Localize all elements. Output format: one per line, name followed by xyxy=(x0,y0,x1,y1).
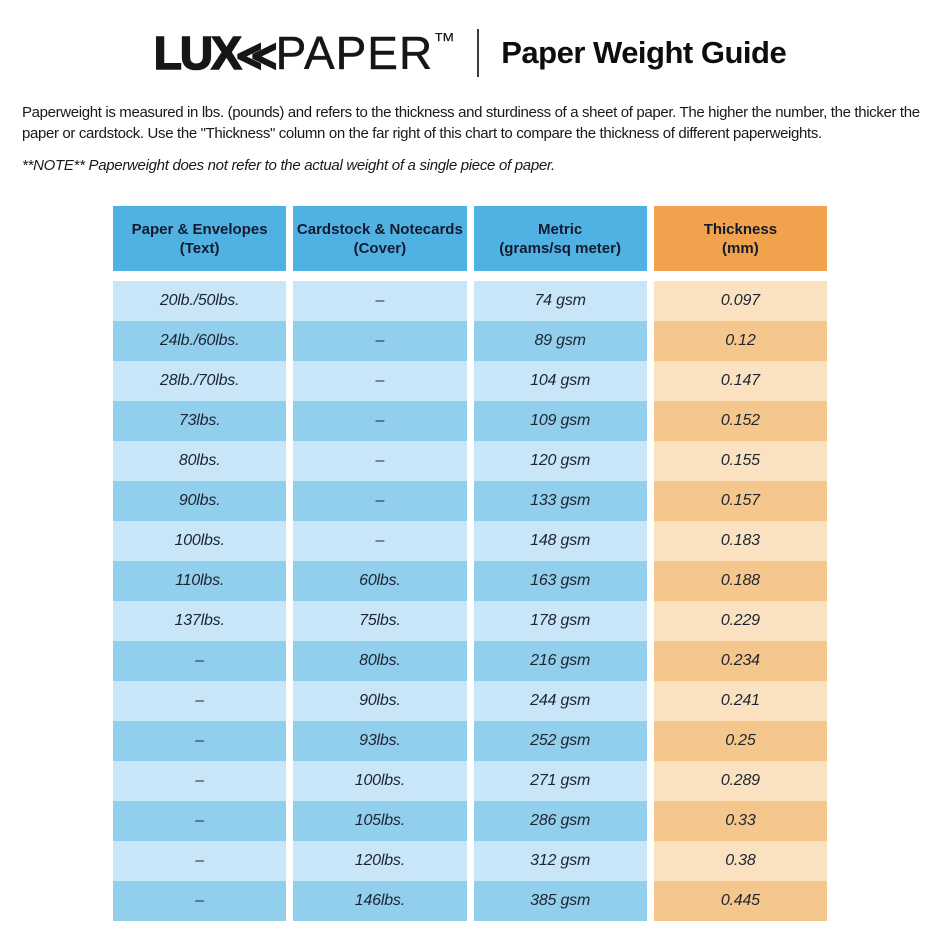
logo-lux-text: LUX xyxy=(153,27,240,79)
table-cell: 104 gsm xyxy=(474,361,647,401)
table-cell: 0.152 xyxy=(654,401,827,441)
table-cell: 252 gsm xyxy=(474,721,647,761)
table-cell: 110lbs. xyxy=(113,561,286,601)
table-cell: – xyxy=(113,641,286,681)
table-cell: 100lbs. xyxy=(113,521,286,561)
table-cell: – xyxy=(113,881,286,921)
table-cell: 0.12 xyxy=(654,321,827,361)
table-cell: 120 gsm xyxy=(474,441,647,481)
table-cell: 90lbs. xyxy=(113,481,286,521)
weight-table-body xyxy=(113,281,827,921)
table-cell: 312 gsm xyxy=(474,841,647,881)
header-line2: (grams/sq meter) xyxy=(499,239,621,257)
table-cell: 0.25 xyxy=(654,721,827,761)
table-cell: 0.157 xyxy=(654,481,827,521)
table-cell: 80lbs. xyxy=(113,441,286,481)
table-cell: – xyxy=(293,281,466,321)
table-cell: 0.234 xyxy=(654,641,827,681)
table-cell: 89 gsm xyxy=(474,321,647,361)
header-line2: (mm) xyxy=(722,239,759,257)
table-cell: – xyxy=(293,321,466,361)
table-cell: – xyxy=(113,801,286,841)
header-line1: Paper & Envelopes xyxy=(131,220,268,238)
header-divider xyxy=(477,29,479,77)
table-cell: – xyxy=(293,521,466,561)
page-title: Paper Weight Guide xyxy=(501,35,787,70)
table-cell: 178 gsm xyxy=(474,601,647,641)
logo-chevrons-icon: ≪ xyxy=(235,34,274,78)
header-paper-envelopes xyxy=(113,206,286,271)
header-cardstock-notecards xyxy=(293,206,466,271)
table-cell: 28lb./70lbs. xyxy=(113,361,286,401)
table-cell: – xyxy=(293,441,466,481)
table-cell: 0.38 xyxy=(654,841,827,881)
table-cell: 244 gsm xyxy=(474,681,647,721)
table-cell: 0.289 xyxy=(654,761,827,801)
table-cell: 120lbs. xyxy=(293,841,466,881)
table-cell: 60lbs. xyxy=(293,561,466,601)
table-cell: – xyxy=(113,761,286,801)
table-cell: 0.33 xyxy=(654,801,827,841)
table-cell: 0.155 xyxy=(654,441,827,481)
table-cell: – xyxy=(113,841,286,881)
note-text: **NOTE** Paperweight does not refer to the actual weight of a single piece of paper. xyxy=(22,157,555,174)
table-cell: – xyxy=(113,721,286,761)
table-cell: 271 gsm xyxy=(474,761,647,801)
table-cell: 385 gsm xyxy=(474,881,647,921)
table-header-row xyxy=(113,206,827,271)
trademark-symbol: ™ xyxy=(433,28,456,53)
table-cell: – xyxy=(293,481,466,521)
table-cell: 0.241 xyxy=(654,681,827,721)
table-cell: 105lbs. xyxy=(293,801,466,841)
table-cell: 90lbs. xyxy=(293,681,466,721)
header-metric xyxy=(474,206,647,271)
intro-paragraph: Paperweight is measured in lbs. (pounds) and refers to the thickness and sturdiness of a sheet of paper. The higher the number, the thicker the paper or cardstock. Use the "Thickness" column on the far right of this chart to compare the thickness of different paperweights. xyxy=(22,104,920,142)
brand-header xyxy=(0,0,940,84)
header-line1: Cardstock & Notecards xyxy=(296,220,463,238)
table-cell: 0.229 xyxy=(654,601,827,641)
lux-paper-logo xyxy=(154,26,455,80)
table-cell: 93lbs. xyxy=(293,721,466,761)
header-line2: (Cover) xyxy=(353,239,407,257)
header-line1: Thickness xyxy=(703,220,778,238)
table-cell: 148 gsm xyxy=(474,521,647,561)
table-cell: 109 gsm xyxy=(474,401,647,441)
table-cell: – xyxy=(293,401,466,441)
table-cell: 73lbs. xyxy=(113,401,286,441)
table-cell: 80lbs. xyxy=(293,641,466,681)
table-cell: 0.097 xyxy=(654,281,827,321)
table-cell: – xyxy=(113,681,286,721)
table-cell: 137lbs. xyxy=(113,601,286,641)
logo-paper-text: PAPER xyxy=(275,27,434,79)
table-cell: 216 gsm xyxy=(474,641,647,681)
header-thickness xyxy=(654,206,827,271)
table-cell: 146lbs. xyxy=(293,881,466,921)
header-line2: (Text) xyxy=(179,239,220,257)
table-cell: 20lb./50lbs. xyxy=(113,281,286,321)
table-cell: 74 gsm xyxy=(474,281,647,321)
header-line1: Metric xyxy=(538,220,583,238)
table-cell: 133 gsm xyxy=(474,481,647,521)
paper-weight-table xyxy=(113,206,827,921)
table-cell: 0.445 xyxy=(654,881,827,921)
table-cell: 24lb./60lbs. xyxy=(113,321,286,361)
table-cell: 75lbs. xyxy=(293,601,466,641)
table-cell: – xyxy=(293,361,466,401)
table-cell: 0.188 xyxy=(654,561,827,601)
table-cell: 0.183 xyxy=(654,521,827,561)
table-cell: 286 gsm xyxy=(474,801,647,841)
table-cell: 163 gsm xyxy=(474,561,647,601)
table-cell: 100lbs. xyxy=(293,761,466,801)
table-cell: 0.147 xyxy=(654,361,827,401)
